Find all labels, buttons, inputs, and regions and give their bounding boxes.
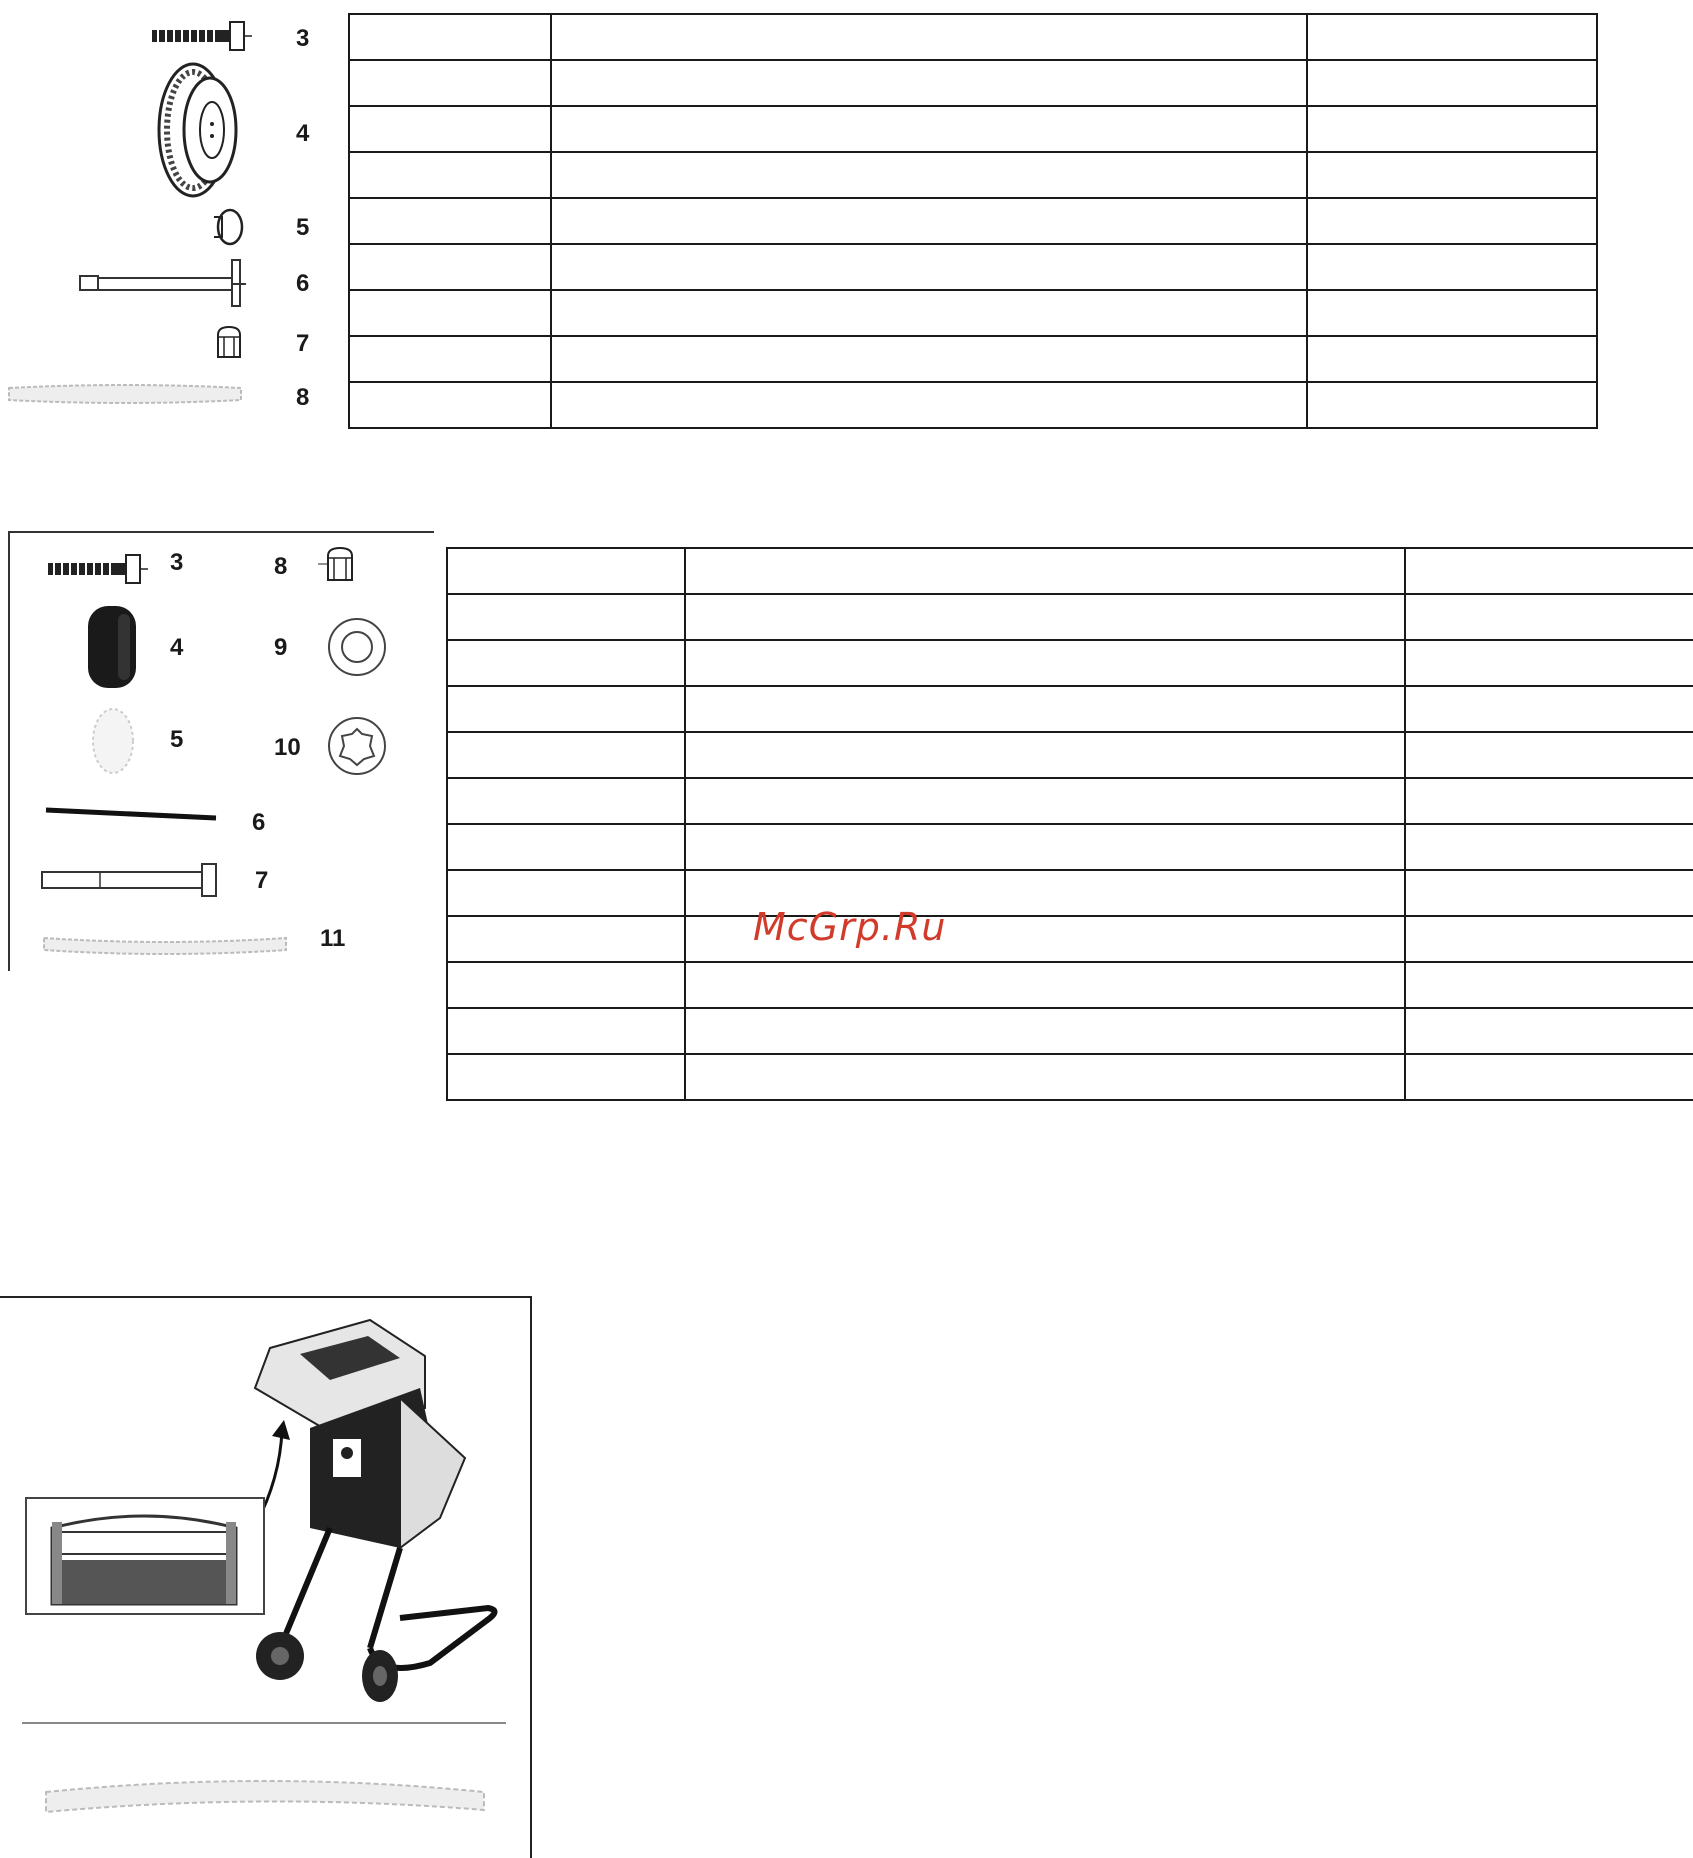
handle-bar-icon — [40, 930, 290, 960]
table-cell — [447, 686, 685, 732]
table-cell — [685, 686, 1405, 732]
divider — [22, 1722, 506, 1724]
table-cell — [685, 640, 1405, 686]
table-cell — [551, 198, 1307, 244]
table-cell — [1307, 198, 1597, 244]
part-label-5: 5 — [296, 214, 310, 241]
table-cell — [551, 14, 1307, 60]
table-cell — [447, 824, 685, 870]
axle-icon — [78, 258, 246, 308]
table-cell — [1405, 778, 1693, 824]
table-cell — [447, 916, 685, 962]
table-row — [349, 382, 1597, 428]
table-cell — [1405, 732, 1693, 778]
parts-table-2-body — [447, 548, 1693, 1100]
part-label-5: 5 — [170, 726, 184, 753]
table-cell — [349, 336, 551, 382]
hub-cap-icon — [210, 207, 246, 247]
table-cell — [1307, 152, 1597, 198]
nut-icon — [318, 546, 358, 586]
table-cell — [551, 382, 1307, 428]
table-cell — [349, 244, 551, 290]
table-row — [447, 594, 1693, 640]
table-cell — [551, 152, 1307, 198]
table-cell — [1405, 1008, 1693, 1054]
table-row — [349, 336, 1597, 382]
handle-bar-icon — [40, 1766, 490, 1826]
table-cell — [1405, 686, 1693, 732]
part-label-7: 7 — [255, 867, 269, 894]
table-cell — [1405, 870, 1693, 916]
table-cell — [1405, 640, 1693, 686]
table-cell — [447, 1054, 685, 1100]
table-cell — [349, 198, 551, 244]
lock-washer-icon — [326, 715, 388, 777]
table-cell — [1405, 916, 1693, 962]
wheel-icon — [155, 60, 245, 200]
table-row — [447, 916, 1693, 962]
table-cell — [551, 336, 1307, 382]
table-cell — [1405, 962, 1693, 1008]
part-label-11: 11 — [320, 925, 346, 952]
screw-icon — [150, 18, 250, 54]
part-label-3: 3 — [296, 25, 310, 52]
parts-table-1-body — [349, 14, 1597, 428]
table-cell — [447, 594, 685, 640]
part-label-3: 3 — [170, 549, 184, 576]
table-row — [447, 870, 1693, 916]
table-cell — [685, 778, 1405, 824]
rod-icon — [44, 806, 218, 822]
table-row — [447, 640, 1693, 686]
table-row — [447, 824, 1693, 870]
table-row — [447, 732, 1693, 778]
table-cell — [551, 244, 1307, 290]
bolt-icon — [40, 862, 220, 898]
table-cell — [551, 106, 1307, 152]
watermark: McGrp.Ru — [753, 905, 947, 949]
table-cell — [685, 732, 1405, 778]
table-row — [447, 1008, 1693, 1054]
handle-detail-icon — [48, 1508, 240, 1606]
part-label-4: 4 — [170, 634, 184, 661]
part-label-6: 6 — [296, 270, 310, 297]
table-cell — [1307, 60, 1597, 106]
part-label-7: 7 — [296, 330, 310, 357]
table-row — [349, 60, 1597, 106]
table-cell — [1307, 14, 1597, 60]
table-cell — [1307, 106, 1597, 152]
table-row — [349, 152, 1597, 198]
table-cell — [447, 1008, 685, 1054]
washer-icon — [326, 616, 388, 678]
handle-bar-icon — [5, 380, 245, 410]
table-row — [349, 198, 1597, 244]
table-row — [349, 14, 1597, 60]
table-cell — [447, 640, 685, 686]
table-cell — [1405, 824, 1693, 870]
table-row — [349, 244, 1597, 290]
part-label-6: 6 — [252, 809, 266, 836]
table-cell — [1307, 382, 1597, 428]
parts-table-1 — [348, 13, 1598, 429]
table-cell — [349, 14, 551, 60]
table-cell — [685, 594, 1405, 640]
table-cell — [447, 548, 685, 594]
part-label-4: 4 — [296, 120, 310, 147]
table-row — [447, 962, 1693, 1008]
table-cell — [447, 732, 685, 778]
table-cell — [447, 778, 685, 824]
table-cell — [1405, 594, 1693, 640]
table-cell — [685, 824, 1405, 870]
table-cell — [685, 1054, 1405, 1100]
hub-cap-icon — [90, 707, 136, 775]
table-row — [447, 548, 1693, 594]
part-label-10: 10 — [274, 734, 301, 761]
table-row — [447, 686, 1693, 732]
table-cell — [551, 290, 1307, 336]
table-cell — [1307, 336, 1597, 382]
table-row — [447, 778, 1693, 824]
table-cell — [349, 60, 551, 106]
part-label-8: 8 — [296, 384, 310, 411]
table-cell — [1307, 244, 1597, 290]
table-cell — [1307, 290, 1597, 336]
table-row — [349, 290, 1597, 336]
table-cell — [349, 382, 551, 428]
part-label-8: 8 — [274, 553, 288, 580]
table-row — [447, 1054, 1693, 1100]
table-cell — [349, 106, 551, 152]
nut-icon — [212, 325, 246, 361]
table-cell — [685, 548, 1405, 594]
parts-table-2 — [446, 547, 1693, 1101]
table-cell — [447, 870, 685, 916]
table-cell — [349, 152, 551, 198]
table-cell — [349, 290, 551, 336]
table-cell — [551, 60, 1307, 106]
table-row — [349, 106, 1597, 152]
wheel-icon — [84, 604, 140, 690]
table-cell — [685, 962, 1405, 1008]
part-label-9: 9 — [274, 634, 288, 661]
table-cell — [685, 1008, 1405, 1054]
table-cell — [447, 962, 685, 1008]
table-cell — [1405, 548, 1693, 594]
table-cell — [1405, 1054, 1693, 1100]
screw-icon — [46, 551, 146, 587]
